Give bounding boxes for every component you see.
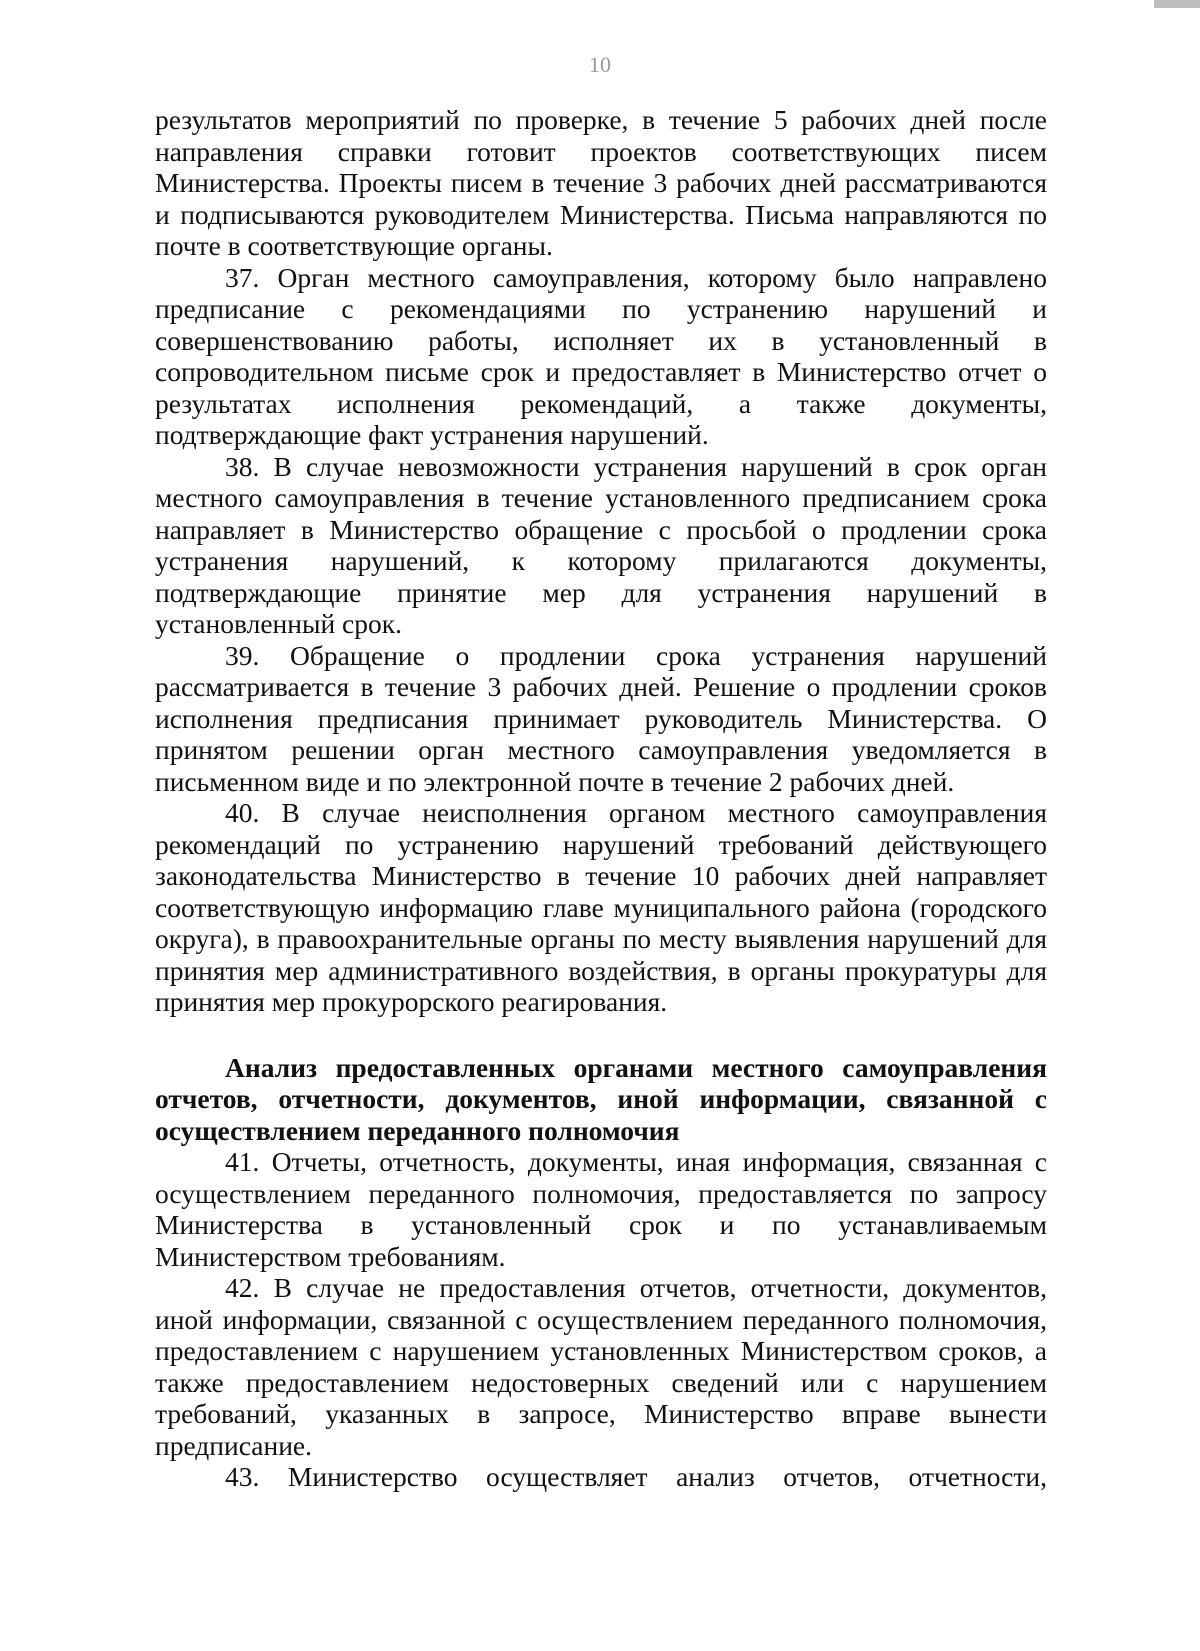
paragraph-38: 38. В случае невозможности устранения нарушений в срок орган местного самоуправления в течение установленного предписанием срока направляет в Министерство обращение с просьбой о продлении срока устранения нарушений, к которому прилагаются документы, подтверждающие принятие мер для устранения нарушений в установленный срок. [155, 450, 1047, 639]
scan-edge-mark [1154, 0, 1200, 8]
paragraph-41: 41. Отчеты, отчетность, документы, иная информация, связанная с осуществлением переданного полномочия, предоставляется по запросу Министерства в установленный срок и по устанавливаемым Министерством требованиям. [155, 1146, 1047, 1272]
document-body [155, 104, 1047, 1493]
paragraph-43: 43. Министерство осуществляет анализ отчетов, отчетности, [225, 1461, 1047, 1492]
paragraph-42: 42. В случае не предоставления отчетов, отчетности, документов, иной информации, связанной с осуществлением переданного полномочия, предоставлением с нарушением установленных Министерством сроков, а также предоставлением недостоверных сведений или с нарушением требований, указанных в запросе, Министерство вправе вынести предписание. [155, 1272, 1047, 1461]
paragraph-39: 39. Обращение о продлении срока устранения нарушений рассматривается в течение 3 рабочих дней. Решение о продлении сроков исполнения предписания принимает руководитель Министерства. О принятом решении орган местного самоуправления уведомляется в письменном виде и по электронной почте в течение 2 рабочих дней. [155, 639, 1047, 797]
section-heading: Анализ предоставленных органами местного самоуправления отчетов, отчетности, документов, иной информации, связанной с осуществлением переданного полномочия [155, 1051, 1047, 1146]
paragraph-37: 37. Орган местного самоуправления, которому было направлено предписание с рекомендациями по устранению нарушений и совершенствованию работы, исполняет их в установленный в сопроводительном письме срок и предоставляет в Министерство отчет о результатах исполнения рекомендаций, а также документы, подтверждающие факт устранения нарушений. [155, 261, 1047, 450]
page-number: 10 [589, 52, 611, 77]
paragraph-continuation: результатов мероприятий по проверке, в течение 5 рабочих дней после направления справки готовит проектов соответствующих писем Министерства. Проекты писем в течение 3 рабочих дней рассматриваются и подписываются руководителем Министерства. Письма направляются по почте в соответствующие органы. [155, 104, 1047, 261]
paragraph-40: 40. В случае неисполнения органом местного самоуправления рекомендаций по устранению нарушений требований действующего законодательства Министерство в течение 10 рабочих дней направляет соответствующую информацию главе муниципального района (городского округа), в правоохранительные органы по месту выявления нарушений для принятия мер административного воздействия, в органы прокуратуры для принятия мер прокурорского реагирования. [155, 797, 1047, 1017]
